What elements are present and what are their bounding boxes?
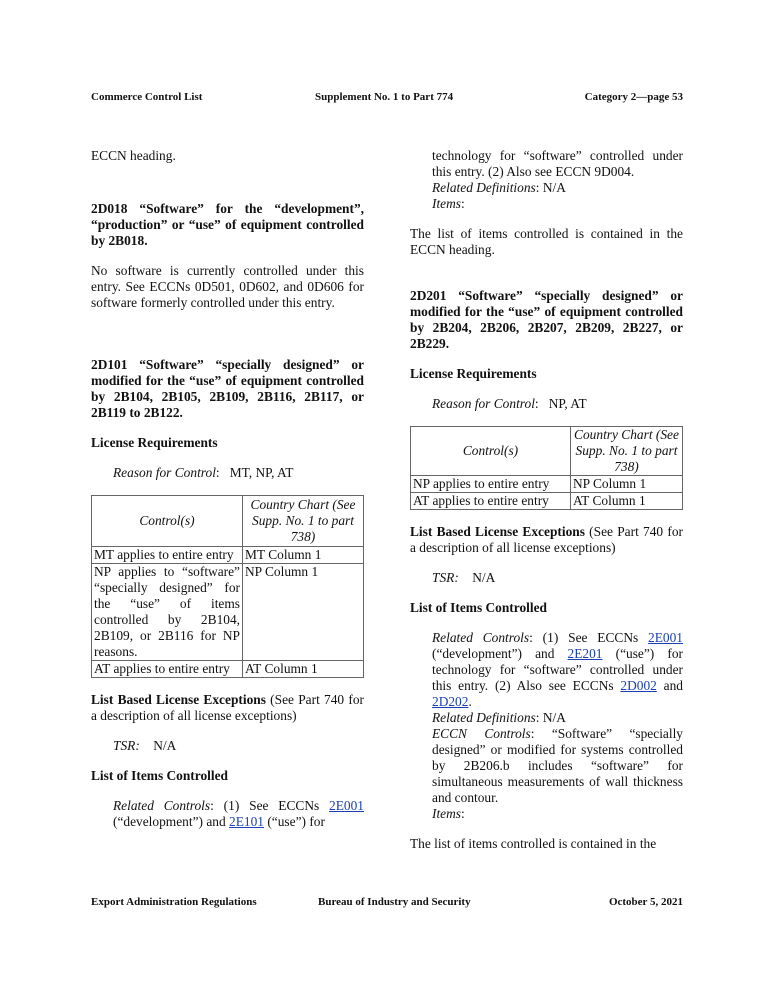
table-header: Country Chart (See Supp. No. 1 to part 738) [571, 427, 683, 476]
link-2d202[interactable]: 2D202 [432, 694, 469, 709]
link-2e001[interactable]: 2E001 [648, 630, 684, 645]
items-label: Items: [432, 806, 465, 821]
items-text: The list of items controlled is contained in the ECCN heading. [410, 226, 683, 257]
eccn-2d101-title: 2D101 “Software” “specially designed” or modified for the “use” of equipment controlled by 2B104, 2B105, 2B109, 2B116, 2B117, or 2B119 to 2B122. [91, 357, 364, 420]
footer-left: Export Administration Regulations [91, 896, 257, 908]
table-header: Control(s) [92, 496, 243, 547]
footer-center: Bureau of Industry and Security [318, 896, 471, 908]
link-2e001[interactable]: 2E001 [329, 798, 365, 813]
left-column [91, 148, 364, 830]
related-definitions: Related Definitions: N/A [432, 180, 566, 195]
list-of-items-heading: List of Items Controlled [91, 768, 228, 783]
table-row: AT applies to entire entry AT Column 1 [411, 493, 683, 510]
continued-related-controls: technology for “software” controlled under this entry. (2) Also see ECCN 9D004. [432, 148, 683, 179]
items-text: The list of items controlled is contained in the [410, 836, 657, 851]
reason-for-control: Reason for Control: MT, NP, AT [113, 465, 294, 480]
related-controls: Related Controls: (1) See ECCNs 2E001 (“development”) and 2E101 (“use”) for [113, 798, 365, 829]
table-row: NP applies to “software” “specially designed” for the “use” of items controlled by 2B104, 2B109, or 2B116 for NP reasons. NP Column 1 [92, 564, 364, 661]
table-row: NP applies to entire entry NP Column 1 [411, 476, 683, 493]
license-requirements-heading: License Requirements [410, 366, 537, 381]
header-center: Supplement No. 1 to Part 774 [315, 91, 454, 103]
tsr-line: TSR: N/A [113, 738, 177, 753]
list-of-items-heading: List of Items Controlled [410, 600, 547, 615]
related-definitions: Related Definitions: N/A [432, 710, 566, 725]
license-requirements-heading: License Requirements [91, 435, 218, 450]
eccn-2d018-body: No software is currently controlled under this entry. See ECCNs 0D501, 0D602, and 0D606 for software formerly controlled under this entry. [91, 263, 364, 310]
table-row: AT applies to entire entry AT Column 1 [92, 661, 364, 678]
table-header: Country Chart (See Supp. No. 1 to part 738) [243, 496, 364, 547]
license-exceptions: List Based License Exceptions (See Part 740 for a description of all license exceptions) [410, 524, 683, 555]
link-2e201[interactable]: 2E201 [567, 646, 603, 661]
items-label: Items: [432, 196, 465, 211]
header-right: Category 2—page 53 [584, 91, 683, 103]
eccn-controls: ECCN Controls: “Software” “specially designed” or modified for systems controlled by 2B206.b includes “software” for simultaneous measurements of wall thickness and contour. [432, 726, 683, 805]
header-left: Commerce Control List [91, 91, 203, 103]
eccn-2d018-title: 2D018 “Software” for the “development”, “production” or “use” of equipment controlled by 2B018. [91, 201, 364, 248]
related-controls: Related Controls: (1) See ECCNs 2E001 (“development”) and 2E201 (“use”) for technology for “software” controlled under this entry. (2) Also see ECCNs 2D002 and 2D202. [432, 630, 684, 709]
table-row: MT applies to entire entry MT Column 1 [92, 547, 364, 564]
tsr-line: TSR: N/A [432, 570, 496, 585]
footer-right: October 5, 2021 [608, 896, 683, 908]
continued-text: ECCN heading. [91, 148, 176, 163]
link-2e101[interactable]: 2E101 [229, 814, 264, 829]
reason-for-control: Reason for Control: NP, AT [432, 396, 587, 411]
eccn-2d201-title: 2D201 “Software” “specially designed” or modified for the “use” of equipment controlled by 2B204, 2B206, 2B207, 2B209, 2B227, or 2B229. [410, 288, 683, 351]
link-2d002[interactable]: 2D002 [620, 678, 657, 693]
right-column [410, 148, 683, 852]
license-exceptions: List Based License Exceptions (See Part 740 for a description of all license exceptions) [91, 692, 364, 723]
control-table [91, 495, 364, 678]
table-header: Control(s) [411, 427, 571, 476]
control-table [410, 426, 683, 510]
